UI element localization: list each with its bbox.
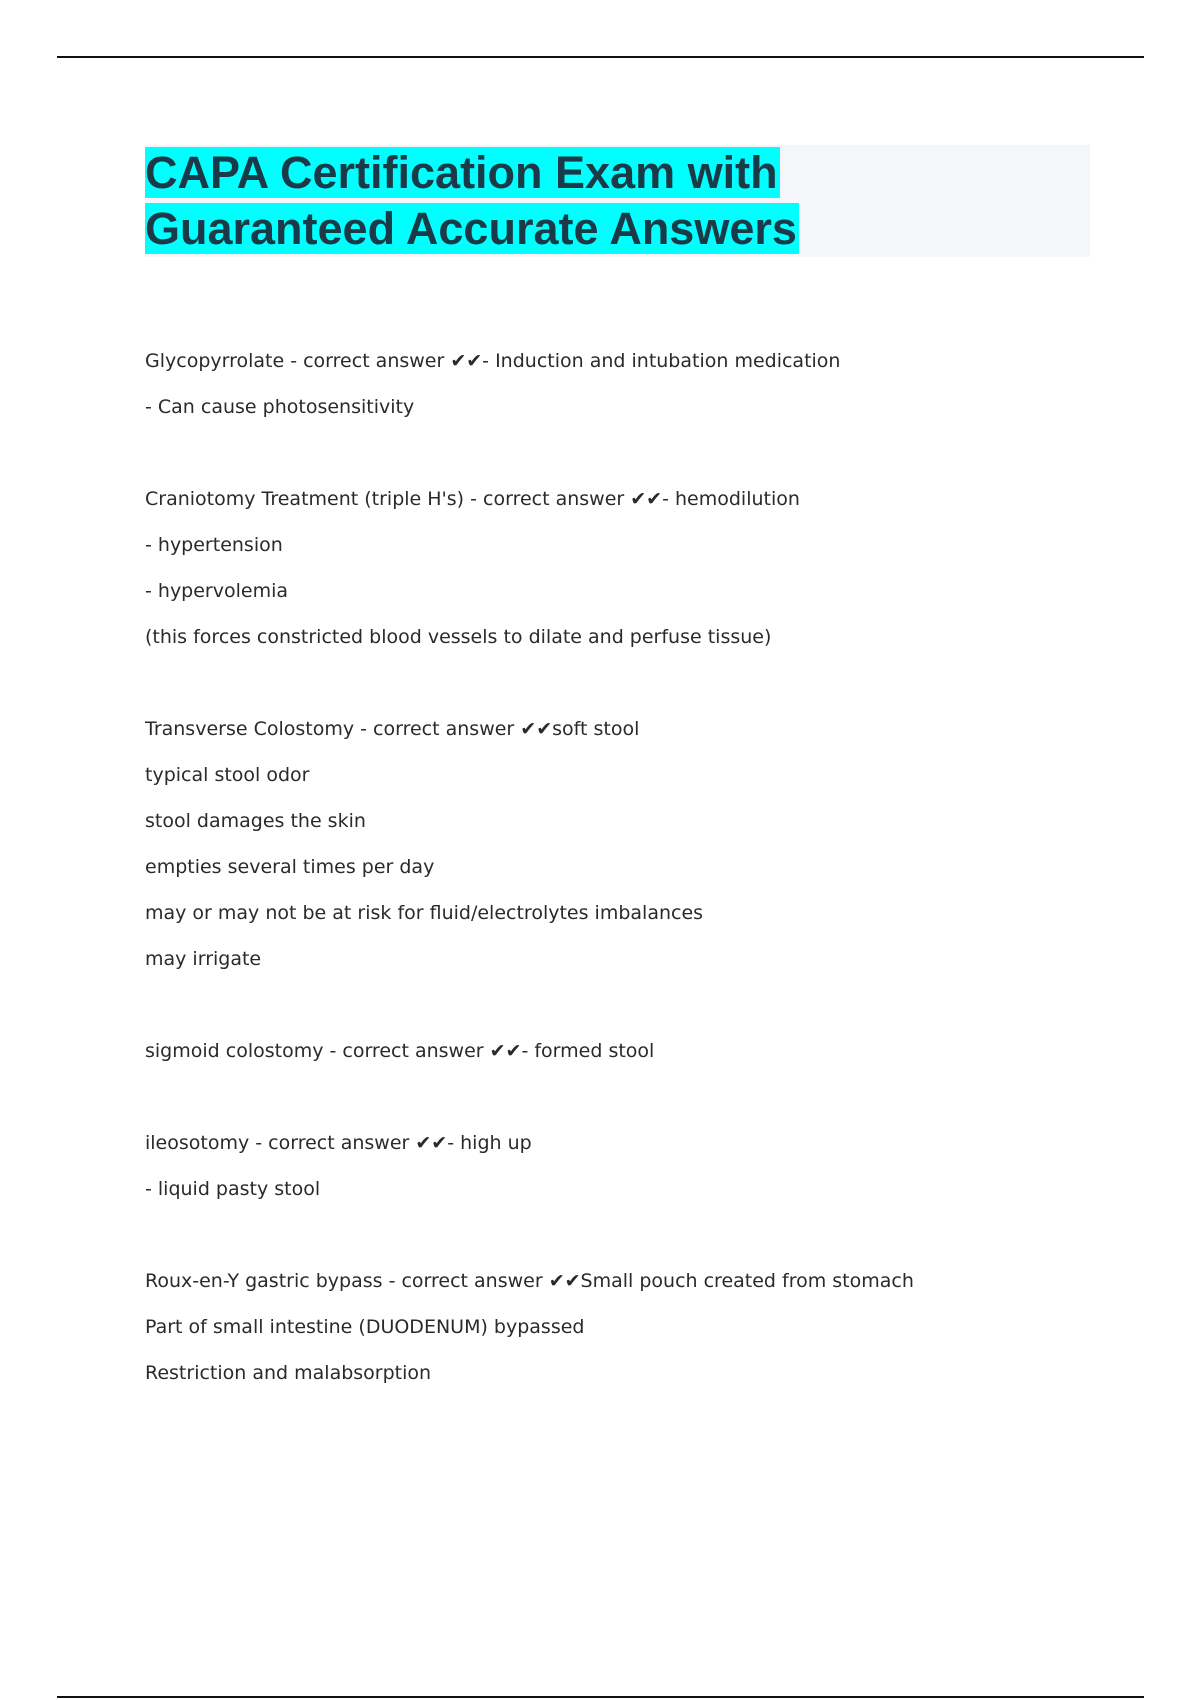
qa-line: stool damages the skin	[145, 810, 366, 832]
qa-line: - hypervolemia	[145, 580, 289, 602]
title-line-2: Guaranteed Accurate Answers	[145, 203, 797, 254]
qa-line: typical stool odor	[145, 764, 310, 786]
qa-line: - liquid pasty stool	[145, 1178, 321, 1200]
qa-line: Transverse Colostomy - correct answer ✔✔soft stool	[145, 718, 640, 740]
qa-line: - hypertension	[145, 534, 283, 556]
title-line-1: CAPA Certification Exam with	[145, 147, 778, 198]
qa-line: - Can cause photosensitivity	[145, 396, 415, 418]
qa-line: Craniotomy Treatment (triple H's) - correct answer ✔✔- hemodilution	[145, 488, 800, 510]
qa-line: empties several times per day	[145, 856, 435, 878]
qa-line: Part of small intestine (DUODENUM) bypassed	[145, 1316, 585, 1338]
qa-line: may irrigate	[145, 948, 262, 970]
top-rule	[57, 56, 1144, 58]
qa-entry-sigmoid-colostomy	[145, 1028, 1105, 1074]
qa-entry-craniotomy	[145, 476, 1105, 660]
document-title	[145, 145, 799, 257]
qa-list	[145, 338, 1105, 1442]
bottom-rule	[57, 1696, 1144, 1698]
qa-entry-roux-en-y	[145, 1258, 1105, 1396]
qa-entry-glycopyrrolate	[145, 338, 1105, 430]
qa-line: Roux-en-Y gastric bypass - correct answer ✔✔Small pouch created from stomach	[145, 1270, 914, 1292]
qa-line: ileosotomy - correct answer ✔✔- high up	[145, 1132, 532, 1154]
qa-line: Glycopyrrolate - correct answer ✔✔- Induction and intubation medication	[145, 350, 841, 372]
qa-entry-ileostomy	[145, 1120, 1105, 1212]
qa-line: Restriction and malabsorption	[145, 1362, 432, 1384]
qa-line: may or may not be at risk for fluid/electrolytes imbalances	[145, 902, 704, 924]
qa-line: sigmoid colostomy - correct answer ✔✔- formed stool	[145, 1040, 655, 1062]
qa-entry-transverse-colostomy	[145, 706, 1105, 982]
qa-line: (this forces constricted blood vessels to dilate and perfuse tissue)	[145, 626, 772, 648]
